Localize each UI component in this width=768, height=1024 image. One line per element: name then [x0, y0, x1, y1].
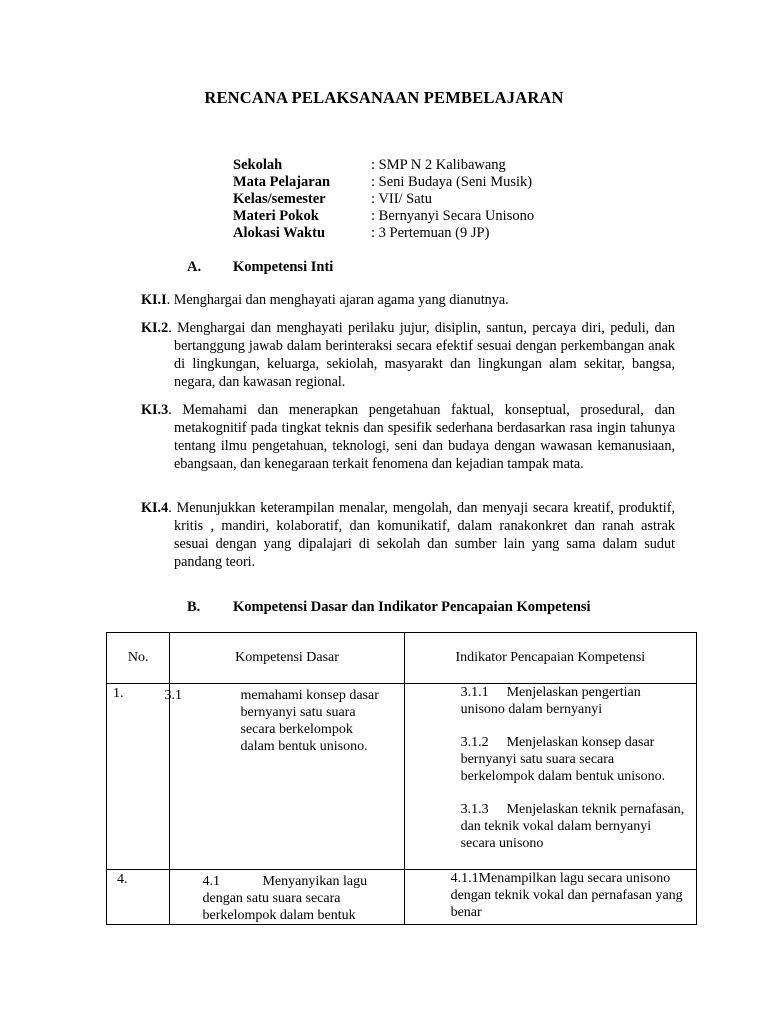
ki-paragraph [141, 401, 675, 473]
info-value: : SMP N 2 Kalibawang [371, 157, 506, 173]
ki-code: KI.3 [141, 402, 169, 418]
info-label: Alokasi Waktu [233, 225, 326, 241]
cell-kompetensi-dasar [170, 870, 404, 925]
section-letter: A. [187, 259, 202, 275]
indicator-text: Menampilkan lagu secara unisono dengan teknik vokal dan pernafasan yang benar [450, 871, 683, 920]
info-row-kelas-semester [233, 191, 534, 208]
indicator-item [451, 870, 688, 921]
table-header-row [107, 633, 697, 684]
table-row [107, 684, 697, 870]
info-value: : Bernyanyi Secara Unisono [371, 208, 535, 224]
cell-no: 4. [107, 870, 170, 925]
ki-text: . Menghargai dan menghayati ajaran agama yang dianutnya. [166, 292, 509, 308]
ki-paragraph [141, 319, 675, 391]
ki-code: KI.I [141, 292, 167, 308]
indicator-item [461, 734, 688, 785]
info-row-alokasi-waktu [233, 225, 534, 242]
info-row-sekolah [233, 157, 534, 174]
indicator-item [461, 801, 688, 852]
section-title: Kompetensi Dasar dan Indikator Pencapaian Kompetensi [233, 599, 591, 615]
ki-item-1 [141, 291, 675, 309]
kd-text: Menyanyikan lagu dengan satu suara secara berkelompok dalam bentuk [202, 874, 368, 923]
ki-item-2 [141, 319, 675, 391]
info-row-materi-pokok [233, 208, 534, 225]
header-no: No. [107, 633, 170, 684]
document-title: RENCANA PELAKSANAAN PEMBELAJARAN [204, 88, 564, 107]
identity-block [233, 157, 534, 242]
section-letter: B. [187, 599, 201, 615]
info-value: : Seni Budaya (Seni Musik) [371, 174, 533, 190]
ki-item-3 [141, 401, 675, 473]
indicator-number: 3.1.3 [460, 802, 489, 817]
kd-number: 3.1 [164, 688, 182, 703]
ki-item-4 [141, 499, 675, 571]
indicator-item [461, 684, 688, 718]
cell-indikator [404, 870, 696, 925]
indicator-text: Menjelaskan teknik pernafasan, dan teknik vokal dalam bernyanyi secara unisono [460, 802, 685, 851]
table-row [107, 870, 697, 925]
indicator-text: Menjelaskan pengertian unisono dalam bernyanyi [460, 685, 641, 717]
ki-code: KI.2 [141, 320, 169, 336]
header-indikator: Indikator Pencapaian Kompetensi [404, 633, 696, 684]
cell-kompetensi-dasar [164, 684, 404, 870]
indicator-number: 4.1.1 [450, 871, 479, 886]
info-label: Materi Pokok [233, 208, 319, 224]
section-title: Kompetensi Inti [233, 259, 334, 275]
info-row-mata-pelajaran [233, 174, 534, 191]
ki-code: KI.4 [141, 500, 169, 516]
info-label: Sekolah [233, 157, 283, 173]
ki-text: . Memahami dan menerapkan pengetahuan faktual, konseptual, prosedural, dan metakognitif pada tingkat teknis dan spesifik sederhana berdasarkan rasa ingin tahunya tentang ilmu pengetahuan, teknologi, seni dan budaya dengan wawasan kemanusiaan, ebangsaan, dan kenegaraan terkait fenomena dan kejadian tampak mata. [168, 402, 675, 472]
info-label: Mata Pelajaran [233, 174, 331, 190]
info-value: : VII/ Satu [371, 191, 432, 207]
info-label: Kelas/semester [233, 191, 326, 207]
indicator-text: Menjelaskan konsep dasar bernyanyi satu suara secara berkelompok dalam bentuk unisono. [460, 735, 666, 784]
ki-text: . Menghargai dan menghayati perilaku jujur, disiplin, santun, percaya diri, peduli, dan bertanggung jawab dalam berinteraksi secara efektif sesuai dengan perkembangan anak di lingkungan, keluarga, sekiolah, masyarakt dan lingkungan alam sekitar, bangsa, negara, dan kawasan regional. [168, 320, 675, 390]
ki-text: . Menunjukkan keterampilan menalar, mengolah, dan menyaji secara kreatif, produktif, kritis , mandiri, kolaboratif, dan komunikatif, dalam ranakonkret dan ranah astrak sesuai dengan yang dipalajari di sekolah dan sumber lain yang sama dalam sudut pandang teori. [168, 500, 675, 570]
header-kompetensi-dasar: Kompetensi Dasar [170, 633, 404, 684]
kd-text: memahami konsep dasar bernyanyi satu suara secara berkelompok dalam bentuk unisono. [240, 688, 379, 754]
info-value: : 3 Pertemuan (9 JP) [371, 225, 490, 241]
kd-number: 4.1 [202, 874, 220, 889]
cell-indikator [404, 684, 696, 870]
indicator-number: 3.1.1 [460, 685, 489, 700]
ki-paragraph [141, 499, 675, 571]
cell-no: 1. [107, 684, 170, 870]
kd-indicator-table [106, 632, 697, 925]
indicator-number: 3.1.2 [460, 735, 489, 750]
